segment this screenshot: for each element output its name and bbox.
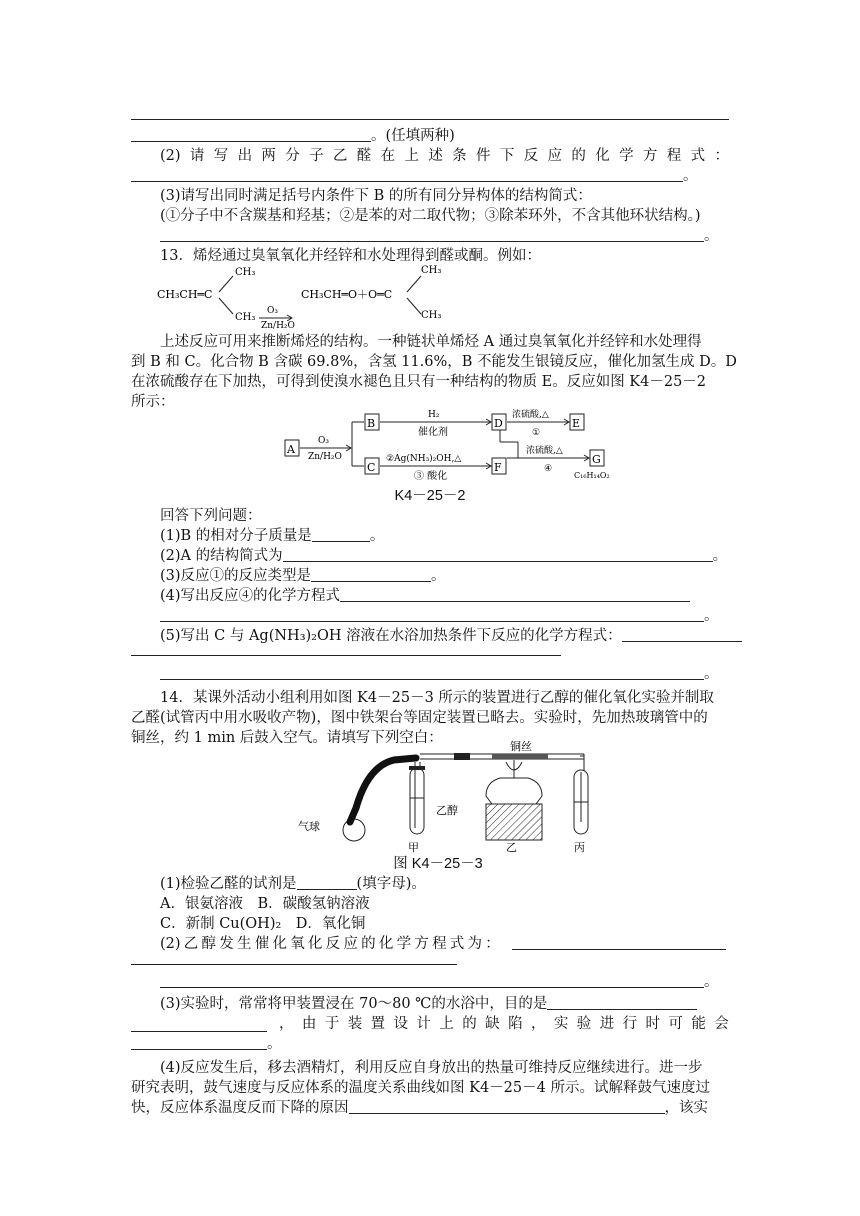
box-g: G: [592, 453, 601, 466]
q14-part3-char: 进: [599, 1016, 615, 1032]
answer-blank: [131, 167, 683, 182]
q12-part2-char: 子: [309, 148, 324, 164]
q14-part2-char: 化: [272, 936, 287, 952]
q14-part3-char: 于: [324, 1016, 340, 1032]
q14-part3-char: 上: [439, 1016, 454, 1032]
period: 。: [431, 568, 446, 584]
q13-part3: [160, 566, 446, 586]
q13-part2-text: (2)A 的结构简式为: [160, 548, 283, 564]
q13-part3-text: (3)反应①的反应类型是: [160, 568, 312, 584]
eq-right-top: CH₃: [421, 265, 442, 276]
scheme-step-1: ①: [532, 428, 541, 438]
q14-part3-char: 置: [370, 1016, 386, 1032]
box-d: D: [494, 417, 503, 430]
q14-part2-char: 方: [414, 936, 429, 952]
q14-part2-char: 生: [236, 936, 252, 952]
answer-blank[interactable]: [349, 1099, 665, 1114]
q12-part2-blank-line: [131, 166, 698, 186]
q14-part1-text: (1)检验乙醛的试剂是: [160, 876, 297, 892]
q13-part5: [160, 626, 742, 646]
q14-part3-char: 设: [393, 1016, 409, 1032]
q14-part2-char: 式: [449, 936, 465, 952]
q13-part1-text: (1)B 的相对分子质量是: [160, 528, 312, 544]
q12-part2-char: 下: [499, 148, 515, 164]
scheme-h2so4-1: 浓硫酸,△: [512, 410, 549, 420]
q14-part3-char: 验: [576, 1016, 592, 1032]
box-f: F: [494, 461, 502, 474]
q14-options-ab: A．银氨溶液 B．碳酸氢钠溶液: [160, 896, 370, 912]
q12-part2-char: 分: [285, 148, 300, 164]
q13-part4: [160, 586, 690, 606]
answer-blank[interactable]: [622, 627, 742, 642]
q13-part5-blank-line: [160, 664, 719, 684]
q14-part2-char: 为: [467, 936, 483, 952]
scheme-znh2o: Zn/H₂O: [308, 452, 342, 462]
q13-para-line: 到 B 和 C。化合物 B 含碳 69.8%，含氢 11.6%，B 不能发生银镜反应，催化加氢生成 D。D: [131, 354, 737, 370]
box-e: E: [572, 417, 581, 430]
ozonolysis-equation: [155, 262, 475, 332]
answer-intro: 回答下列问题：: [160, 508, 262, 524]
q12-part3-blank-line: [160, 226, 719, 246]
label-yi: 乙: [506, 841, 517, 854]
g-formula: C₁₆H₁₄O₂: [574, 471, 610, 480]
q14-part2-blank-line: [160, 972, 719, 992]
q14-part1: [160, 874, 426, 894]
q14-part2-char: 应: [343, 936, 358, 952]
q14-options-cd: C．新制 Cu(OH)₂ D．氧化铜: [160, 916, 366, 932]
scheme-step-4: ④: [544, 464, 553, 474]
q13-para-line: 上述反应可用来推断烯烃的结构。一种链状单烯烃 A 通过臭氧氧化并经锌和水处理得: [160, 334, 702, 350]
period: 。: [704, 228, 719, 244]
label-balloon: 气球: [298, 820, 320, 833]
eq-right-main: CH₃CH═O＋O═C: [301, 288, 393, 301]
q14-part3-char: 由: [301, 1016, 317, 1032]
q12-part2-char: 写: [213, 148, 229, 164]
q14-part4-line1: (4)反应发生后，移去酒精灯，利用反应自身放出的热量可维持反应继续进行。进一步: [160, 1060, 703, 1076]
q14-part3-char: 时: [645, 1016, 660, 1032]
apparatus-figure: [292, 740, 612, 856]
q14-part1-tail: (填字母)。: [356, 876, 426, 892]
q14-part4-tail: ，该实: [664, 1100, 708, 1116]
q12-part2-char: 乙: [332, 148, 348, 164]
q14-part3-char: 可: [668, 1016, 683, 1032]
q12-part2-char: 请: [189, 148, 205, 164]
q14-part2-char: 化: [378, 936, 394, 952]
eq-reagent-bot: Zn/H₂O: [261, 321, 295, 331]
answer-blank[interactable]: [512, 935, 726, 950]
q12-part2-char: 醛: [356, 148, 372, 164]
box-c: C: [367, 461, 376, 474]
q12-part2-line: [160, 146, 729, 166]
q12-part2-char: 反: [523, 148, 539, 164]
q14-part3-mid: [279, 1014, 729, 1034]
scheme-h2: H₂: [428, 410, 440, 420]
q12-part2-char: 在: [380, 148, 396, 164]
q12-part2-char: 方: [642, 148, 658, 164]
answer-blank[interactable]: [131, 1035, 267, 1050]
eq-left-main: CH₃CH═C: [157, 288, 213, 301]
scheme-catalyst: 催化剂: [418, 427, 448, 438]
answer-blank: [131, 127, 371, 142]
q14-part2-char: 乙: [183, 936, 199, 952]
answer-line: [131, 655, 561, 656]
answer-blank[interactable]: [283, 547, 713, 562]
label-ethanol: 乙醇: [436, 804, 458, 817]
answer-line: [131, 964, 457, 965]
q14-part3-text: (3)实验时，常常将甲装置浸在 70～80 ℃的水浴中，目的是: [160, 996, 548, 1012]
q12-part2-char: 件: [476, 148, 491, 164]
q14-part2-char: 醇: [201, 936, 217, 952]
eq-left-bot: CH₃: [235, 312, 256, 323]
q14-part2-char: ：: [485, 936, 500, 952]
eq-right-bot: CH₃: [421, 310, 442, 321]
q12-part2-char: 两: [261, 148, 276, 164]
label-copper-wire: 铜丝: [510, 740, 532, 753]
box-b: B: [367, 417, 376, 430]
answer-blank[interactable]: [547, 995, 697, 1010]
box-a: A: [287, 443, 295, 456]
q12-part2-char: 出: [237, 148, 253, 164]
q14-part3-char: ，: [279, 1016, 294, 1032]
answer-blank[interactable]: [160, 973, 704, 988]
answer-blank[interactable]: [160, 607, 704, 622]
reaction-scheme: [282, 408, 622, 488]
q13-intro: 13．烯烃通过臭氧氧化并经锌和水处理得到醛或酮。例如：: [160, 248, 541, 264]
answer-blank[interactable]: [340, 587, 690, 602]
q14-part2-char: 发: [219, 936, 234, 952]
q13-para-line: 在浓硫酸存在下加热，可得到使溴水褪色且只有一种结构的物质 E。反应如图 K4－25－2: [131, 374, 707, 390]
answer-blank[interactable]: [311, 567, 431, 582]
scheme-o3: O₃: [318, 436, 329, 446]
q12-part2-char: 式: [690, 148, 706, 164]
period: 。: [704, 608, 719, 624]
q14-part2-char: 学: [396, 936, 412, 952]
q14-part3: [160, 994, 697, 1014]
period: 。: [267, 1036, 282, 1052]
q14-part3-char: 会: [714, 1016, 729, 1032]
q14-para-line: 铜丝，约 1 min 后鼓入空气。请填写下列空白：: [131, 730, 443, 746]
q14-part2: [160, 934, 729, 954]
q14-para-line: 14．某课外活动小组利用如图 K4－25－3 所示的装置进行乙醇的催化氧化实验并制取: [160, 690, 714, 706]
eq-left-top: CH₃: [235, 267, 256, 278]
label-bing: 丙: [574, 841, 585, 854]
answer-blank[interactable]: [160, 665, 704, 680]
q12-part2-char: ：: [714, 148, 729, 164]
q14-part3-char: 计: [416, 1016, 431, 1032]
q13-para-line: 所示：: [131, 394, 175, 410]
q12-part2-char: 学: [619, 148, 634, 164]
q14-part3-char: 的: [462, 1016, 477, 1032]
q14-part3-line3: [131, 1034, 282, 1054]
q12-part2-char: 应: [547, 148, 563, 164]
q14-part2-char: 反: [325, 936, 341, 952]
q14-part3-char: 实: [553, 1016, 569, 1032]
q14-part2-char: 氧: [290, 936, 305, 952]
fig-caption-k4-25-2: K4－25－2: [394, 488, 466, 504]
q14-part2-text: [160, 934, 500, 954]
q13-part5-text: (5)写出 C 与 Ag(NH₃)₂OH 溶液在水浴加热条件下反应的化学方程式：: [160, 628, 622, 644]
q14-part4-line2: 研究表明，鼓气速度与反应体系的温度关系曲线如图 K4－25－4 所示。试解释鼓气速度过: [131, 1080, 710, 1096]
q14-part2-char: 的: [361, 936, 376, 952]
label-jia: 甲: [408, 841, 419, 854]
q12-part2-char: 程: [666, 148, 682, 164]
scheme-acid: ③ 酸化: [414, 471, 448, 482]
q14-part2-char: (2): [160, 936, 181, 952]
q14-part3-char: 缺: [485, 1016, 500, 1032]
q14-part3-char: 装: [347, 1016, 363, 1032]
period: 。: [369, 528, 385, 544]
answer-blank[interactable]: [297, 875, 357, 890]
q14-part3-char: 能: [691, 1016, 706, 1032]
q14-part3-char: 陷: [508, 1016, 523, 1032]
q14-part4-line3: [131, 1098, 708, 1118]
answer-line: [131, 119, 729, 120]
fig-caption-k4-25-3: 图 K4－25－3: [393, 856, 483, 872]
q14-part2-char: 催: [254, 936, 270, 952]
q12-part2-char: 述: [428, 148, 443, 164]
period: 。: [704, 666, 719, 682]
q14-part2-char: 化: [307, 936, 323, 952]
eq-reagent-top: O₃: [267, 306, 278, 316]
q12-part3: (3)请写出同时满足括号内条件下 B 的所有同分异构体的结构简式：: [160, 188, 592, 204]
q13-part2: [160, 546, 727, 566]
q12-part2-char: 化: [595, 148, 610, 164]
q12-tail-text: 。(任填两种): [371, 128, 455, 144]
q12-part2-char: (2): [160, 148, 181, 164]
q12-part2-char: 条: [452, 148, 467, 164]
q14-part4-text: 快，反应体系温度反而下降的原因: [131, 1100, 349, 1116]
q14-part3-char: ，: [530, 1016, 546, 1032]
q13-part4-text: (4)写出反应④的化学方程式: [160, 588, 341, 604]
q14-part2-char: 程: [432, 936, 447, 952]
q12-tail-line: [131, 126, 455, 146]
scheme-h2so4-4: 浓硫酸,△: [526, 446, 563, 456]
q12-part2-char: 上: [404, 148, 419, 164]
scheme-ag: ②Ag(NH₃)₂OH,△: [386, 454, 462, 464]
period: 。: [712, 548, 728, 564]
answer-blank: [160, 227, 704, 242]
q14-para-line: 乙醛(试管丙中用水吸收产物)，图中铁架台等固定装置已略去。实验时，先加热玻璃管中的: [131, 710, 708, 726]
q12-part2-char: 的: [571, 148, 586, 164]
period: 。: [704, 974, 719, 990]
q12-part3-conditions: (①分子中不含羰基和羟基；②是苯的对二取代物；③除苯环外，不含其他环状结构。): [160, 208, 701, 224]
answer-blank[interactable]: [312, 527, 370, 542]
q13-part4-blank-line: [160, 606, 719, 626]
answer-blank[interactable]: [131, 1017, 267, 1032]
q13-part1: [160, 526, 384, 546]
period: 。: [683, 168, 698, 184]
q14-part3-char: 行: [622, 1016, 638, 1032]
q14-part3-line2: [131, 1014, 729, 1034]
